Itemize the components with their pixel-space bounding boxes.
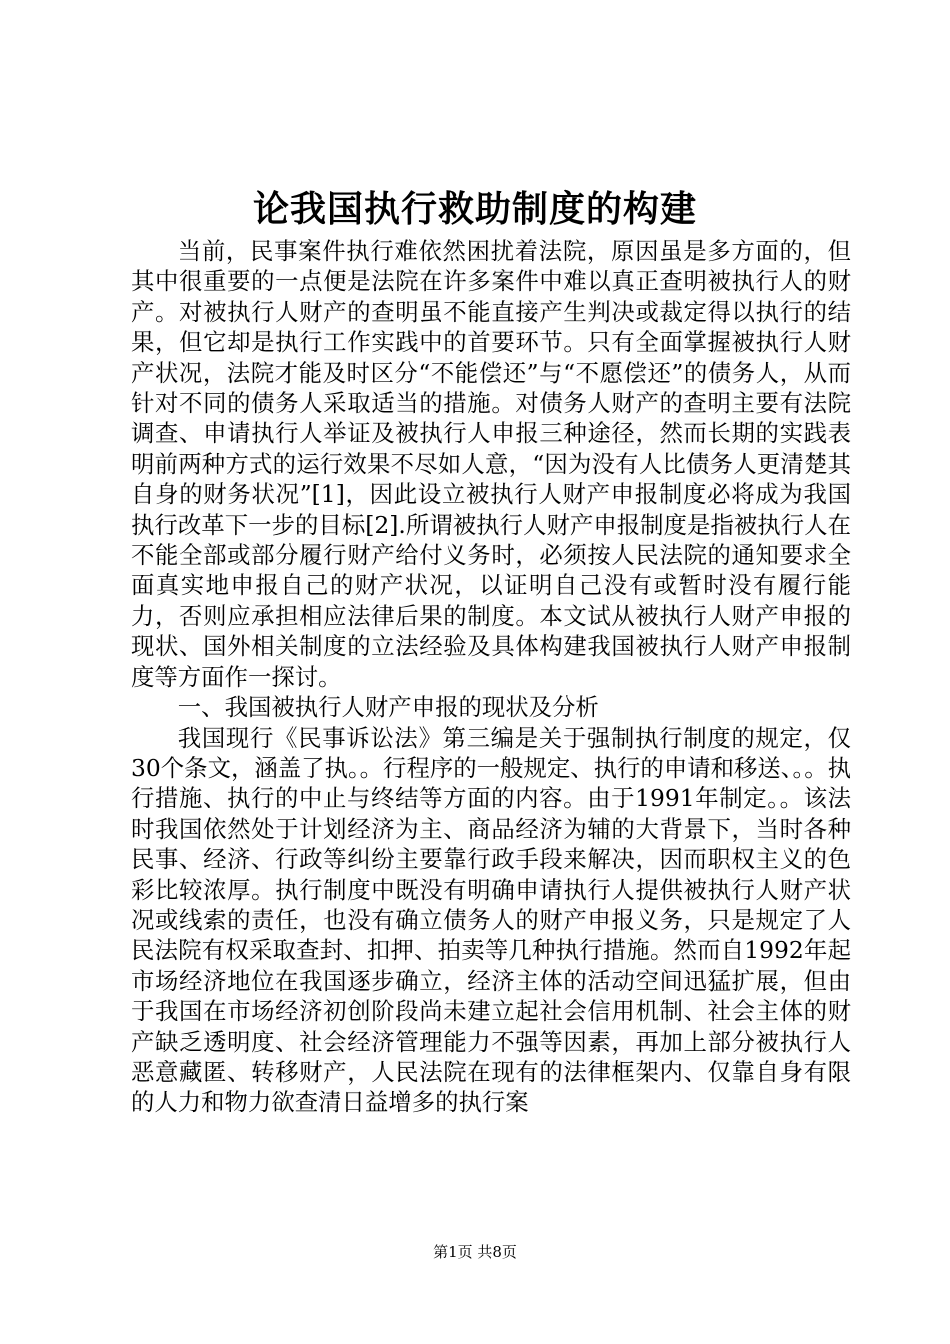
document-body bbox=[131, 236, 851, 1118]
paragraph-section-one: 我国现行《民事诉讼法》第三编是关于强制执行制度的规定，仅30个条文，涵盖了执。。行程序的一般规定、执行的申请和移送、。。执行措施、执行的中止与终结等方面的内容。由于1991年制定。。该法时我国依然处于计划经济为主、商品经济为辅的大背景下，当时各种民事、经济、行政等纠纷主要靠行政手段来解决，因而职权主义的色彩比较浓厚。执行制度中既没有明确申请执行人提供被执行人财产状况或线索的责任，也没有确立债务人的财产申报义务，只是规定了人民法院有权采取查封、扣押、拍卖等几种执行措施。然而自1992年起市场经济地位在我国逐步确立，经济主体的活动空间迅猛扩展，但由于我国在市场经济初创阶段尚未建立起社会信用机制、社会主体的财产缺乏透明度、社会经济管理能力不强等因素，再加上部分被执行人恶意藏匿、转移财产，人民法院在现有的法律框架内、仅靠自身有限的人力和物力欲查清日益增多的执行案 bbox=[131, 723, 851, 1117]
page-title: 论我国执行救助制度的构建 bbox=[252, 188, 697, 230]
page-footer: 第1页 共8页 bbox=[433, 1243, 517, 1261]
section-heading: 一、我国被执行人财产申报的现状及分析 bbox=[177, 693, 599, 722]
paragraph-intro: 当前，民事案件执行难依然困扰着法院，原因虽是多方面的，但其中很重要的一点便是法院在许多案件中难以真正查明被执行人的财产。对被执行人财产的查明虽不能直接产生判决或裁定得以执行的结果，但它却是执行工作实践中的首要环节。只有全面掌握被执行人财产状况，法院才能及时区分“不能偿还”与“不愿偿还”的债务人，从而针对不同的债务人采取适当的措施。对债务人财产的查明主要有法院调查、申请执行人举证及被执行人申报三种途径，然而长期的实践表明前两种方式的运行效果不尽如人意，“因为没有人比债务人更清楚其自身的财务状况”[1]，因此设立被执行人财产申报制度必将成为我国执行改革下一步的目标[2].所谓被执行人财产申报制度是指被执行人在不能全部或部分履行财产给付义务时，必须按人民法院的通知要求全面真实地申报自己的财产状况，以证明自己没有或暂时没有履行能力，否则应承担相应法律后果的制度。本文试从被执行人财产申报的现状、国外相关制度的立法经验及具体构建我国被执行人财产申报制度等方面作一探讨。 bbox=[131, 237, 851, 691]
